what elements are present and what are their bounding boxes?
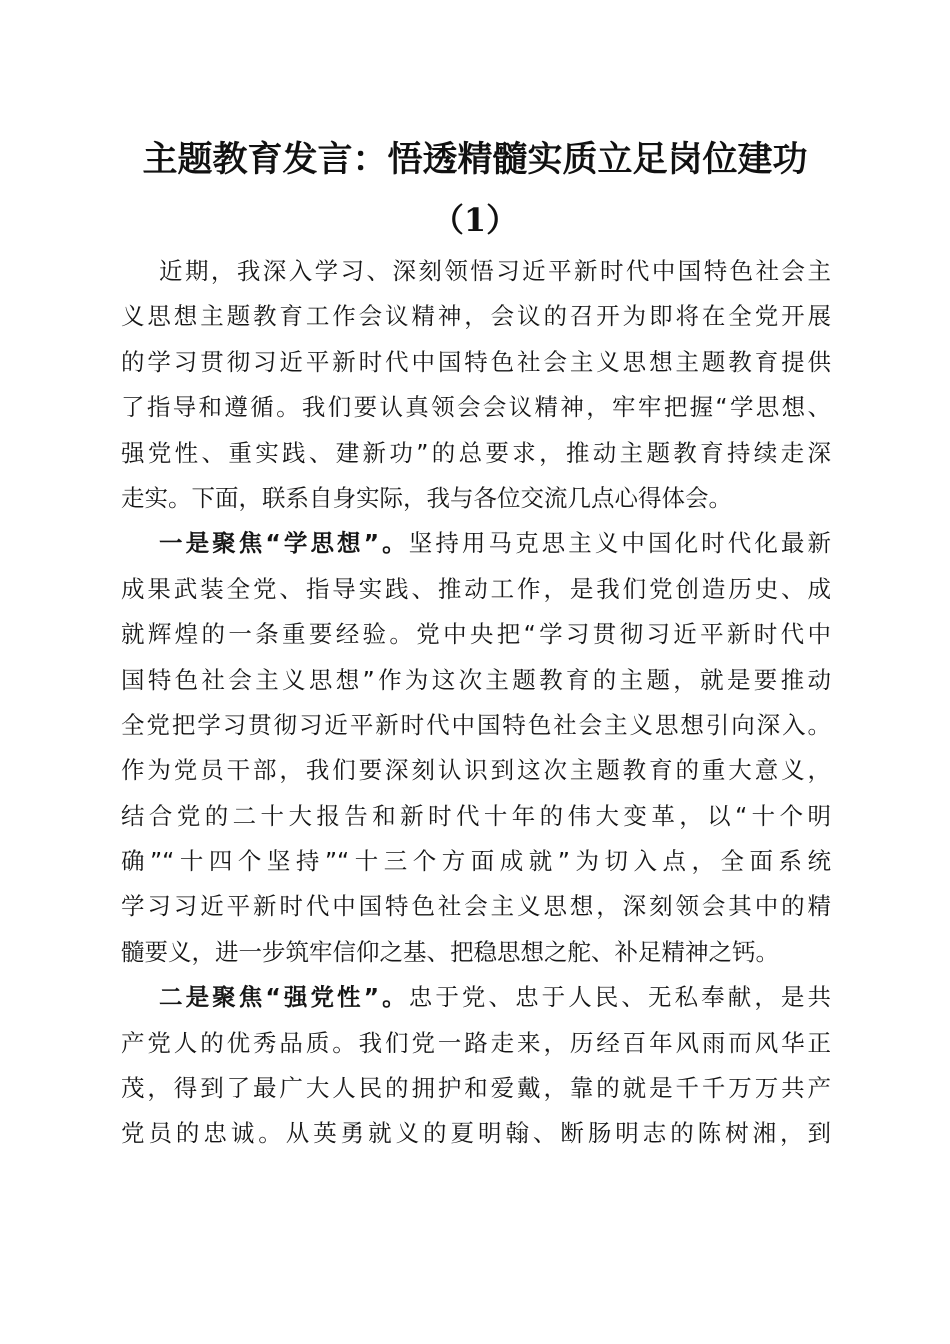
paragraph-line: 学习习近平新时代中国特色社会主义思想，深刻领会其中的精 [121,892,831,921]
paragraph-line: 结合党的二十大报告和新时代十年的伟大变革，以“十个明 [121,801,831,830]
paragraph-line-rest: 坚持用马克思主义中国化时代化最新 [408,529,831,558]
paragraph-line: 髓要义，进一步筑牢信仰之基、把稳思想之舵、补足精神之钙。 [121,937,779,966]
paragraph-first-line [121,521,831,566]
paragraph-line: 党员的忠诚。从英勇就义的夏明翰、断肠明志的陈树湘，到 [121,1119,831,1148]
paragraph-line-rest: 忠于党、忠于人民、无私奉献，是共 [408,983,831,1012]
paragraph-lead-heading: 二是聚焦“强党性”。 [159,983,409,1012]
paragraph-line: 的学习贯彻习近平新时代中国特色社会主义思想主题教育提供 [121,347,831,376]
paragraph-line: 了指导和遵循。我们要认真领会会议精神，牢牢把握“学思想、 [121,393,831,422]
paragraph-line: 作为党员干部，我们要深刻认识到这次主题教育的重大意义， [121,756,831,785]
paragraph-line: 成果武装全党、指导实践、推动工作，是我们党创造历史、成 [121,574,831,603]
paragraph-line: 走实。下面，联系自身实际，我与各位交流几点心得体会。 [121,483,732,512]
paragraph-line: 就辉煌的一条重要经验。党中央把“学习贯彻习近平新时代中 [121,620,831,649]
paragraph-line: 国特色社会主义思想”作为这次主题教育的主题，就是要推动 [121,665,831,694]
paragraph-line: 茂，得到了最广大人民的拥护和爱戴，靠的就是千千万万共产 [121,1074,831,1103]
paragraph-line: 全党把学习贯彻习近平新时代中国特色社会主义思想引向深入。 [121,710,831,739]
paragraph-lead-heading: 一是聚焦“学思想”。 [159,529,409,558]
paragraph-line: 强党性、重实践、建新功”的总要求，推动主题教育持续走深 [121,438,831,467]
paragraph-line: 产党人的优秀品质。我们党一路走来，历经百年风雨而风华正 [121,1028,831,1057]
document-body [121,249,831,1157]
paragraph-line: 确”“十四个坚持”“十三个方面成就”为切入点，全面系统 [121,847,831,876]
document-title-number: （1） [431,201,519,239]
paragraph-line: 义思想主题教育工作会议精神，会议的召开为即将在全党开展 [121,302,831,331]
paragraph-line: 近期，我深入学习、深刻领悟习近平新时代中国特色社会主 [159,257,831,285]
paragraph-first-line [121,975,831,1020]
document-title: 主题教育发言：悟透精髓实质立足岗位建功 [142,139,808,180]
